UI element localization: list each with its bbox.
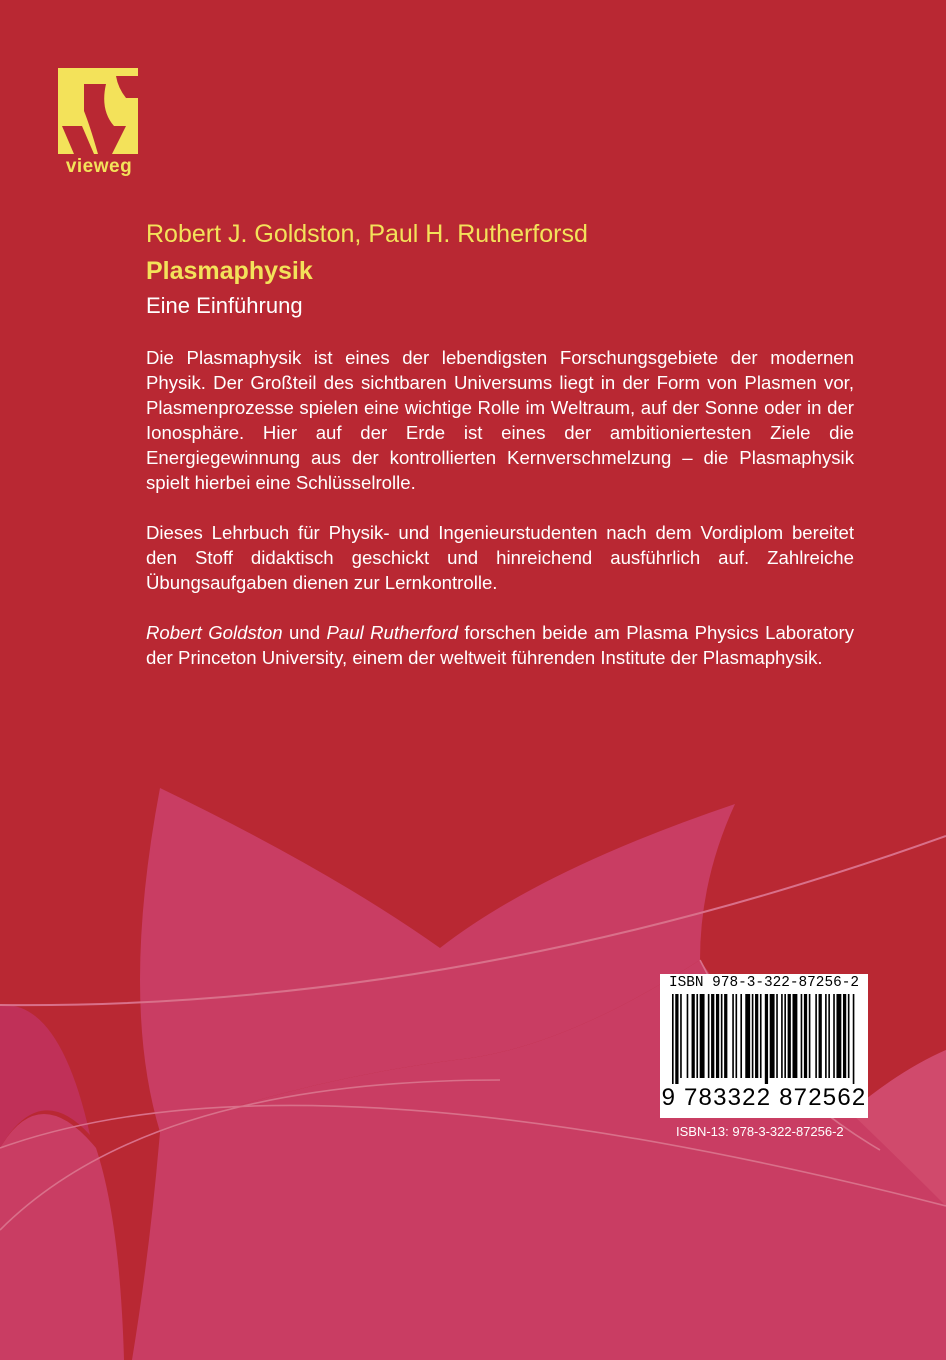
author-name-2: Paul Rutherford (326, 622, 458, 643)
barcode-bar (788, 994, 791, 1078)
barcode-bar (700, 994, 705, 1078)
barcode-bar (776, 994, 778, 1078)
isbn-13-text: ISBN-13: 978-3-322-87256-2 (676, 1124, 844, 1139)
barcode-bar (675, 994, 678, 1084)
barcode-panel (660, 974, 868, 1118)
barcode-bar (781, 994, 783, 1078)
barcode-bar (825, 994, 827, 1078)
book-title: Plasmaphysik (146, 257, 313, 285)
barcode-bar (687, 994, 689, 1078)
barcode-bar (721, 994, 723, 1078)
publisher-logo-text: vieweg (65, 156, 133, 177)
barcode-bar (809, 994, 811, 1078)
barcode-bar (760, 994, 762, 1078)
isbn-label: ISBN 978-3-322-87256-2 (669, 975, 859, 991)
barcode-bar (784, 994, 786, 1078)
barcode-bar (765, 994, 768, 1084)
barcode-bar (708, 994, 710, 1078)
barcode-bar (672, 994, 674, 1084)
barcode-bar (716, 994, 719, 1078)
blurb-paragraph-1: Die Plasmaphysik ist eines der lebendigsten Forschungsgebiete der modernen Physik. Der Großteil des sichtbaren Universums liegt in der Form von Plasmen vor, Plasmenprozesse spielen eine wichtige Rolle im Weltraum, auf der Sonne oder in der Ionosphäre. Hier auf der Erde ist eines der ambitioniertesten Ziele die Energiegewinnung aus der kontrollierten Kernverschmelzung – die Plasmaphysik spielt hierbei eine Schlüsselrolle. (146, 347, 854, 493)
barcode-icon (672, 994, 856, 1084)
barcode-bar (828, 994, 830, 1078)
barcode-bar (724, 994, 727, 1078)
book-subtitle: Eine Einführung (146, 293, 303, 318)
barcode-bar (801, 994, 803, 1078)
barcode-bar (804, 994, 807, 1078)
book-authors: Robert J. Goldston, Paul H. Rutherforsd (146, 220, 588, 248)
barcode-bar (755, 994, 758, 1078)
barcode-bar (692, 994, 695, 1078)
barcode-bar (745, 994, 750, 1078)
barcode-bar (732, 994, 734, 1078)
barcode-bar (815, 994, 817, 1078)
barcode-bar (833, 994, 835, 1078)
author-name-1: Robert Goldston (146, 622, 283, 643)
barcode-bar (680, 994, 682, 1078)
barcode-bar (752, 994, 754, 1078)
barcode-bar (848, 994, 850, 1078)
barcode-bar (843, 994, 846, 1078)
barcode-bar (853, 994, 855, 1084)
blurb-paragraph-2: Dieses Lehrbuch für Physik- und Ingenieurstudenten nach dem Vordiplom bereitet den Stoff didaktisch geschickt und hinreichend ausführlich auf. Zahlreiche Übungsaufgaben dienen zur Lernkontrolle. (146, 522, 854, 593)
blurb (146, 345, 854, 695)
barcode-bar (836, 994, 841, 1078)
connector-text: und (282, 622, 327, 643)
barcode-bar (740, 994, 742, 1078)
blurb-paragraph-3 (146, 620, 854, 670)
barcode-bar (793, 994, 798, 1078)
barcode-bar (696, 994, 698, 1078)
barcode-digits: 9 783322 872562 (661, 1084, 867, 1111)
blurb-paragraph-3-rest: forschen beide am Plasma Physics Laboratory der Princeton University, einem der weltweit führenden Institute der Plasmaphysik. (146, 622, 855, 668)
barcode-bar (819, 994, 822, 1078)
barcode-bar (711, 994, 714, 1078)
barcode-bar (736, 994, 738, 1078)
barcode-bar (770, 994, 775, 1078)
pink-shape-left (0, 1114, 124, 1360)
